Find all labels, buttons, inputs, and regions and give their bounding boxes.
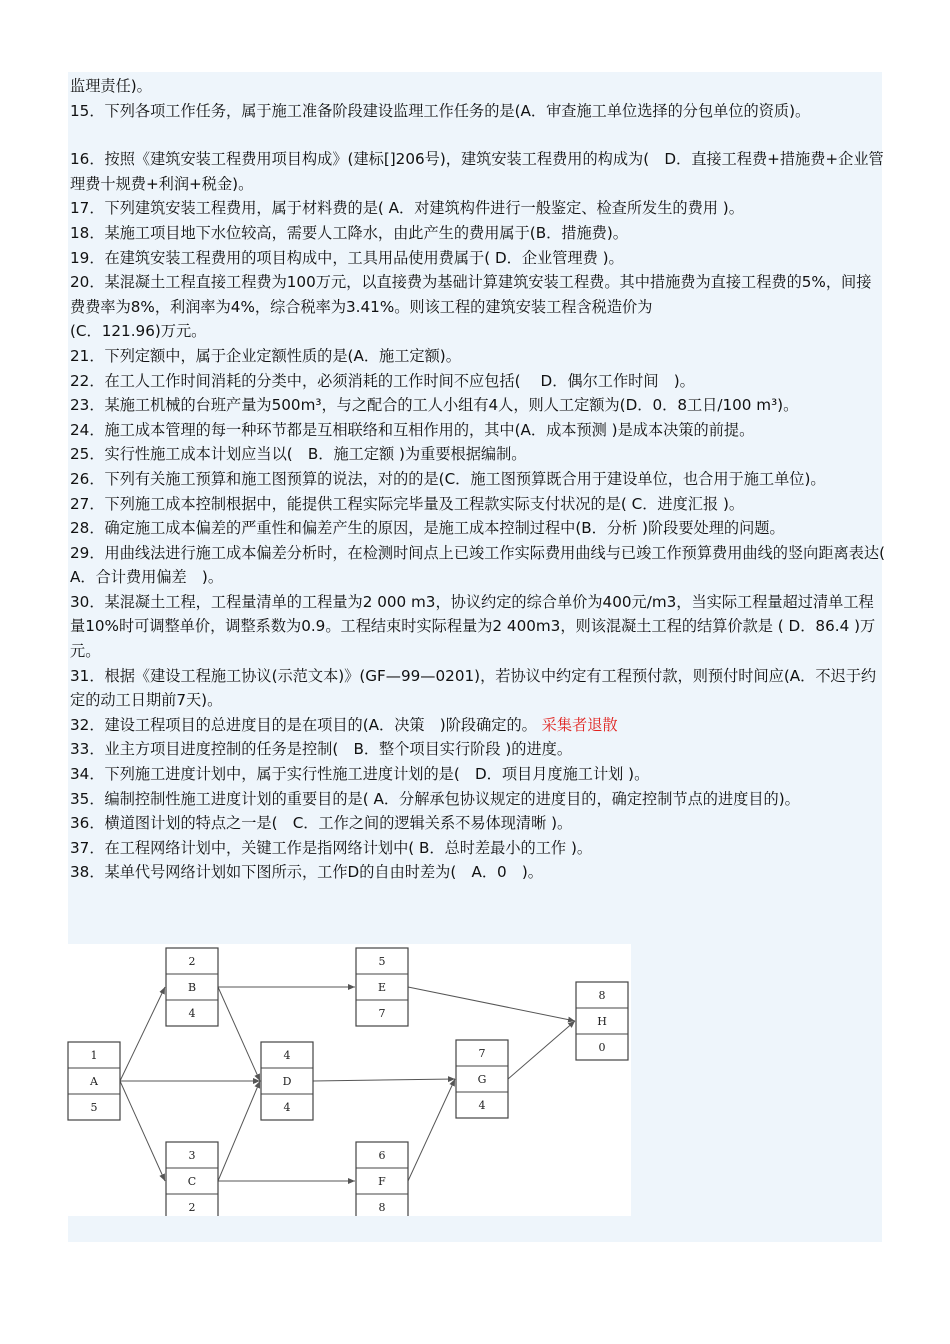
question-22: 22．在工人工作时间消耗的分类中，必须消耗的工作时间不应包括( D．偶尔工作时间 )。 bbox=[70, 371, 695, 390]
node-label: F bbox=[378, 1175, 386, 1188]
node-num: 2 bbox=[188, 955, 196, 968]
question-26: 26．下列有关施工预算和施工图预算的说法，对的的是(C．施工图预算既合用于建设单位，也合用于施工单位)。 bbox=[70, 469, 826, 488]
blank-line bbox=[70, 123, 885, 147]
question-23: 23．某施工机械的台班产量为500m³，与之配合的工人小组有4人，则人工定额为(D．0．8工日/100 m³)。 bbox=[70, 396, 799, 415]
node-label: C bbox=[187, 1175, 197, 1188]
question-30: 30．某混凝土工程，工程量清单的工程量为2 000 m3，协议约定的综合单价为400元/m3，当实际工程量超过清单工程量10%时可调整单价，调整系数为0.9。工程结束时实际程量为2 400m3，则该混凝土工程的结算价款是 ( D．86.4 )万元。 bbox=[70, 592, 876, 661]
question-33: 33．业主方项目进度控制的任务是控制( B．整个项目实行阶段 )的进度。 bbox=[70, 740, 573, 759]
edge-G-H bbox=[508, 1021, 575, 1079]
nodes-layer bbox=[68, 948, 628, 1216]
edge-B-D bbox=[218, 987, 260, 1081]
edge-A-B bbox=[120, 987, 165, 1081]
question-20-answer: (C．121.96)万元。 bbox=[70, 322, 207, 341]
node-duration: 4 bbox=[188, 1007, 196, 1020]
node-C bbox=[166, 1142, 218, 1216]
node-label: H bbox=[597, 1015, 607, 1028]
edge-A-C bbox=[120, 1081, 165, 1181]
question-15: 15．下列各项工作任务，属于施工准备阶段建设监理工作任务的是(A．审查施工单位选择的分包单位的资质)。 bbox=[70, 101, 811, 120]
question-34: 34．下列施工进度计划中，属于实行性施工进度计划的是( D．项目月度施工计划 )。 bbox=[70, 765, 650, 784]
network-diagram-svg bbox=[66, 944, 631, 1216]
node-duration: 7 bbox=[378, 1007, 386, 1020]
question-24: 24．施工成本管理的每一种环节都是互相联络和互相作用的，其中(A．成本预测 )是成本决策的前提。 bbox=[70, 420, 755, 439]
node-duration: 0 bbox=[598, 1041, 606, 1054]
node-G bbox=[456, 1040, 508, 1118]
edge-D-G bbox=[313, 1079, 455, 1081]
question-17: 17．下列建筑安装工程费用，属于材料费的是( A．对建筑构件进行一般鉴定、检查所发生的费用 )。 bbox=[70, 199, 744, 218]
node-F bbox=[356, 1142, 408, 1216]
node-num: 8 bbox=[598, 989, 606, 1002]
node-num: 1 bbox=[90, 1049, 98, 1062]
node-duration: 2 bbox=[188, 1201, 196, 1214]
node-num: 3 bbox=[188, 1149, 196, 1162]
question-36: 36．横道图计划的特点之一是( C．工作之间的逻辑关系不易体现清晰 )。 bbox=[70, 814, 573, 833]
question-29: 29．用曲线法进行施工成本偏差分析时，在检测时间点上已竣工作实际费用曲线与已竣工作预算费用曲线的竖向距离表达( A．合计费用偏差 )。 bbox=[70, 543, 901, 587]
question-37: 37．在工程网络计划中，关键工作是指网络计划中( B．总时差最小的工作 )。 bbox=[70, 838, 593, 857]
node-D bbox=[261, 1042, 313, 1120]
network-diagram bbox=[66, 944, 631, 1216]
red-note: 采集者退散 bbox=[541, 715, 618, 734]
node-label: E bbox=[377, 981, 387, 994]
edge-E-H bbox=[408, 987, 575, 1021]
question-21: 21．下列定额中，属于企业定额性质的是(A．施工定额)。 bbox=[70, 346, 461, 365]
question-19: 19．在建筑安装工程费用的项目构成中，工具用品使用费属于( D．企业管理费 )。 bbox=[70, 248, 624, 267]
node-duration: 4 bbox=[283, 1101, 291, 1114]
node-E bbox=[356, 948, 408, 1026]
document-body bbox=[70, 74, 901, 885]
node-duration: 5 bbox=[90, 1101, 98, 1114]
node-label: D bbox=[282, 1075, 292, 1088]
question-27: 27．下列施工成本控制根据中，能提供工程实际完毕量及工程款实际支付状况的是( C．进度汇报 )。 bbox=[70, 494, 745, 513]
question-32 bbox=[70, 713, 885, 738]
para-14-tail: 监理责任)。 bbox=[70, 77, 152, 95]
question-35: 35．编制控制性施工进度计划的重要目的是( A．分解承包协议规定的进度目的，确定控制节点的进度目的)。 bbox=[70, 789, 800, 808]
node-duration: 4 bbox=[478, 1099, 486, 1112]
question-16: 16．按照《建筑安装工程费用项目构成》(建标[]206号)，建筑安装工程费用的构成为( D．直接工程费+措施费+企业管理费十规费+利润+税金)。 bbox=[70, 150, 884, 193]
question-32-text: 32．建设工程项目的总进度目的是在项目的(A．决策 )阶段确定的。 bbox=[70, 715, 537, 734]
question-18: 18．某施工项目地下水位较高，需要人工降水，由此产生的费用属于(B．措施费)。 bbox=[70, 223, 628, 242]
node-A bbox=[68, 1042, 120, 1120]
node-num: 4 bbox=[283, 1049, 291, 1062]
question-20: 20．某混凝土工程直接工程费为100万元，以直接费为基础计算建筑安装工程费。其中措施费为直接工程费的5%，间接费费率为8%，利润率为4%，综合税率为3.41%。则该工程的建筑安装工程含税造价为 bbox=[70, 273, 872, 316]
node-label: B bbox=[187, 981, 197, 994]
node-duration: 8 bbox=[378, 1201, 386, 1214]
question-38: 38．某单代号网络计划如下图所示，工作D的自由时差为( A．0 )。 bbox=[70, 863, 543, 882]
question-28: 28．确定施工成本偏差的严重性和偏差产生的原因，是施工成本控制过程中(B．分析 )阶段要处理的问题。 bbox=[70, 519, 785, 538]
node-B bbox=[166, 948, 218, 1026]
node-label: G bbox=[477, 1073, 487, 1086]
node-H bbox=[576, 982, 628, 1060]
node-num: 6 bbox=[378, 1149, 386, 1162]
node-num: 5 bbox=[378, 955, 386, 968]
edge-F-G bbox=[408, 1079, 455, 1181]
node-label: A bbox=[90, 1075, 98, 1088]
node-num: 7 bbox=[478, 1047, 486, 1060]
question-31: 31．根据《建设工程施工协议(示范文本)》(GF—99—0201)，若协议中约定有工程预付款，则预付时间应(A．不迟于约定的动工日期前7天)。 bbox=[70, 666, 877, 710]
question-25: 25．实行性施工成本计划应当以( B．施工定额 )为重要根据编制。 bbox=[70, 445, 527, 464]
edge-C-D bbox=[218, 1081, 260, 1181]
